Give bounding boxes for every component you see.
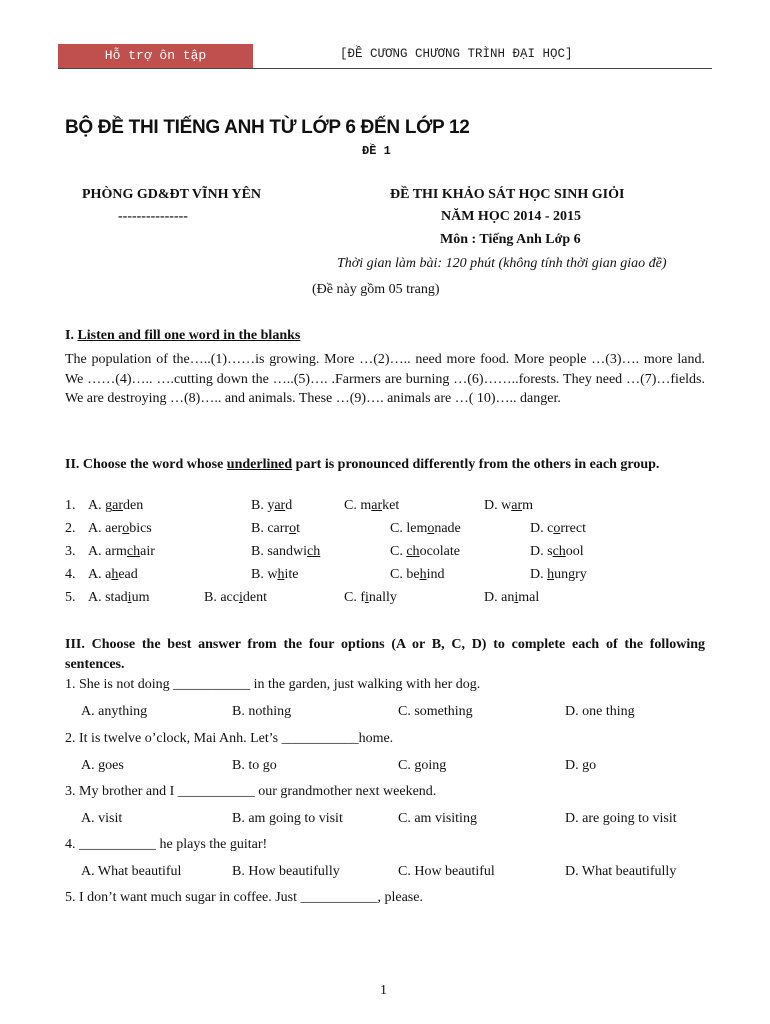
section2-option-a: A. ahead [88,567,138,582]
underlined-part: o [427,521,435,536]
page-number: 1 [380,983,387,998]
underlined-part: h [277,567,285,582]
section3-heading: III. Choose the best answer from the four options (A or B, C, D) to complete each of the following sentences. [65,637,705,672]
underlined-part: i [514,590,519,605]
section2-row-num: 3. [65,544,76,559]
header-rule [58,68,712,69]
section1-num: I [65,328,71,343]
section2-option-a: A. garden [88,498,144,513]
underlined-part: i [127,590,132,605]
question-text: 4. ___________ he plays the guitar! [65,837,268,852]
section2-option-c: C. market [344,498,400,513]
school-year: NĂM HỌC 2014 - 2015 [441,209,581,224]
underlined-part: ar [511,498,523,513]
underlined-part: i [365,590,369,605]
answer-option: C. something [398,704,473,719]
exam-title: ĐỀ THI KHẢO SÁT HỌC SINH GIỎI [390,187,625,202]
main-title: BỘ ĐỀ THI TIẾNG ANH TỪ LỚP 6 ĐẾN LỚP 12 [65,117,470,138]
section2-option-d: D. correct [530,521,586,536]
section2-heading [65,455,705,475]
underlined-part: ar [371,498,383,513]
section2-row-num: 5. [65,590,76,605]
underlined-part: ch [406,544,420,559]
section2-option-c: C. finally [344,590,397,605]
answer-option: B. to go [232,758,277,773]
underlined-part: ch [126,544,141,559]
section2-title-a: II. Choose the word whose [65,457,227,472]
section1-text: The population of the…..(1)……is growing. More …(2)….. need more food. More people …(3)…. more land. We ……(4)….. ….cutting down the …..(5)…. .Farmers are burning …(6)……..forests. They need …(7)…fields. We are destroying …(8)….. and animals. These …(9)…. animals are …( 10)….. danger. [65,352,705,406]
answer-option: C. am visiting [398,811,477,826]
answer-option: D. What beautifully [565,864,677,879]
section2-option-d: D. school [530,544,584,559]
section1-title: Listen and fill one word in the blanks [77,328,301,343]
underlined-part: ar [112,498,124,513]
answer-option: B. am going to visit [232,811,343,826]
underlined-part: i [238,590,243,605]
section2-option-c: C. behind [390,567,445,582]
underlined-part: ch [307,544,321,559]
page-count: (Đề này gồm 05 trang) [312,282,440,297]
section2-option-c: C. chocolate [390,544,460,559]
answer-option: D. are going to visit [565,811,677,826]
question-text: 1. She is not doing ___________ in the garden, just walking with her dog. [65,677,481,692]
section2-option-d: D. animal [484,590,540,605]
department-name: PHÒNG GD&ĐT VĨNH YÊN [82,187,262,202]
section2-option-b: B. yard [251,498,293,513]
section2-option-d: D. hungry [530,567,587,582]
section2-option-b: B. carrot [251,521,300,536]
underlined-part: h [547,567,555,582]
answer-option: A. goes [81,758,124,773]
underlined-part: o [553,521,561,536]
answer-option: D. one thing [565,704,635,719]
question-text: 3. My brother and I ___________ our grandmother next weekend. [65,784,437,799]
section2-option-b: B. sandwich [251,544,321,559]
time-allowed: Thời gian làm bài: 120 phút (không tính thời gian giao đề) [337,256,667,271]
answer-option: B. How beautifully [232,864,340,879]
section2-option-b: B. accident [204,590,267,605]
answer-option: C. going [398,758,447,773]
header-title: [ĐỀ CƯƠNG CHƯƠNG TRÌNH ĐẠI HỌC] [340,47,573,61]
answer-option: A. visit [81,811,123,826]
section1-heading: I. Listen and fill one word in the blanks [65,328,301,343]
section2-title-underlined: underlined [226,457,293,472]
question-text: 2. It is twelve o’clock, Mai Anh. Let’s ___________home. [65,731,394,746]
section2-row-num: 1. [65,498,76,513]
answer-option: D. go [565,758,597,773]
underlined-part: ch [552,544,566,559]
underlined-part: o [289,521,297,536]
section2-row-num: 4. [65,567,76,582]
exam-number: ĐỀ 1 [362,144,391,158]
underlined-part: h [111,567,119,582]
answer-option: A. What beautiful [81,864,182,879]
section2-option-a: A. aerobics [88,521,152,536]
answer-option: C. How beautiful [398,864,495,879]
section2-title-b: part is pronounced differently from the others in each group. [292,457,660,472]
underlined-part: h [419,567,427,582]
section2-option-a: A. stadium [88,590,150,605]
subject: Môn : Tiếng Anh Lớp 6 [440,232,581,247]
section2-option-a: A. armchair [88,544,155,559]
section2-option-d: D. warm [484,498,534,513]
section2-row-num: 2. [65,521,76,536]
underlined-part: o [122,521,130,536]
question-text: 5. I don’t want much sugar in coffee. Just ___________, please. [65,890,423,905]
underlined-part: ar [274,498,286,513]
section2-option-c: C. lemonade [390,521,461,536]
answer-option: B. nothing [232,704,292,719]
department-dash: --------------- [118,209,188,224]
section2-option-b: B. white [251,567,299,582]
header-tag: Hỗ trợ ôn tập [58,44,253,68]
answer-option: A. anything [81,704,148,719]
